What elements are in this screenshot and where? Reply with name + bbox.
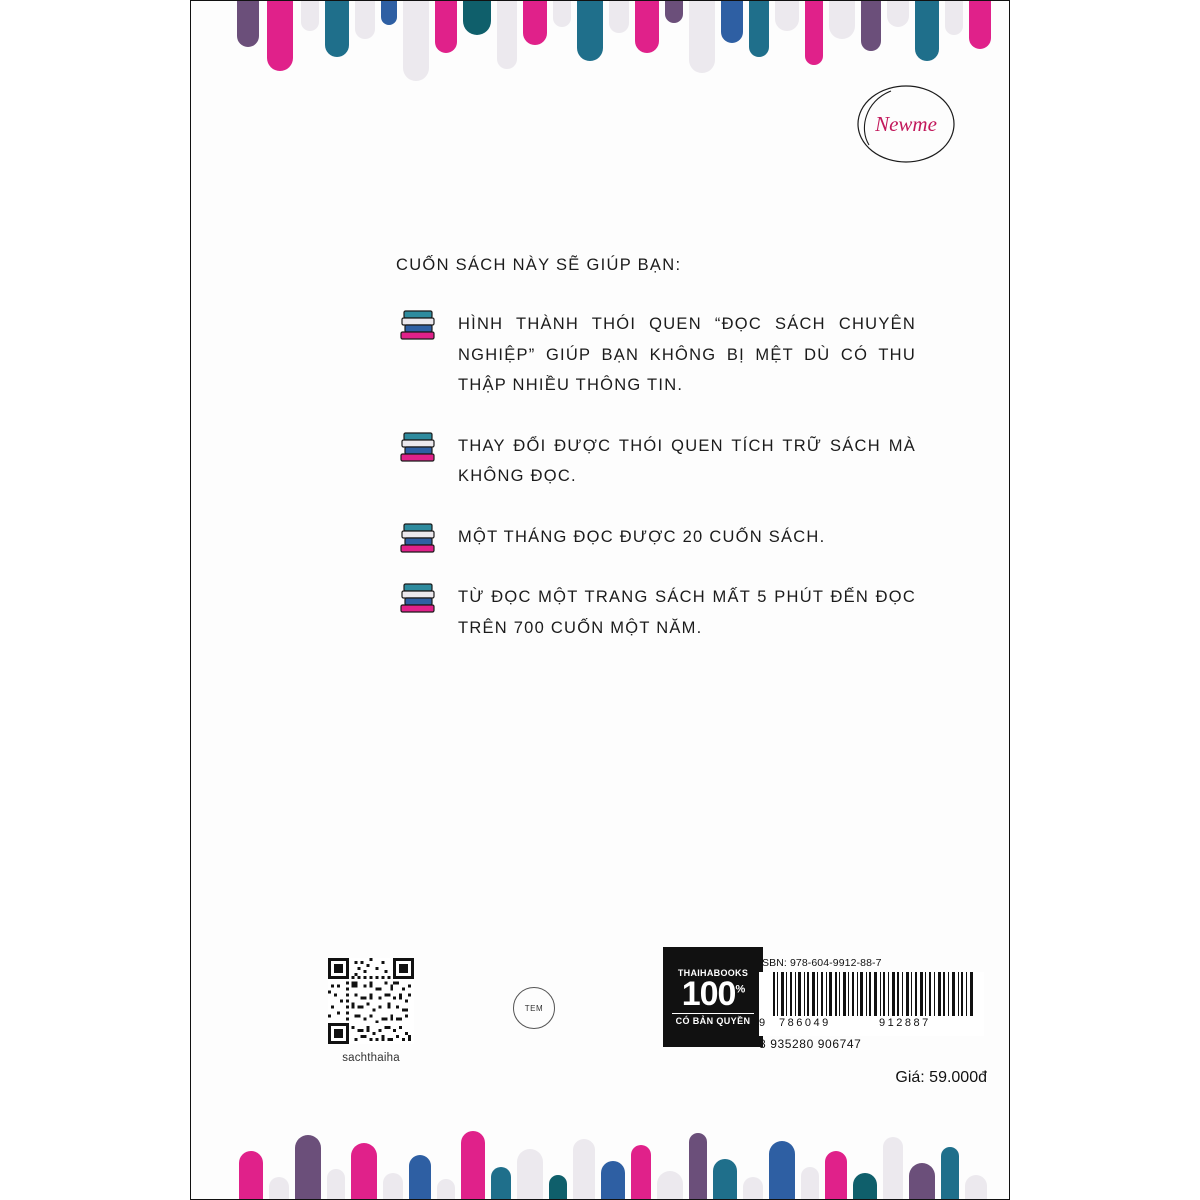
bottom-drip-decoration xyxy=(191,1099,1009,1199)
qr-code[interactable] xyxy=(328,958,414,1044)
book-back-cover xyxy=(190,0,1010,1200)
svg-text:912887: 912887 xyxy=(879,1017,931,1029)
price-text: Giá: 59.000đ xyxy=(895,1069,987,1086)
copyright-percent xyxy=(681,975,745,1014)
list-item-text: TỪ ĐỌC MỘT TRANG SÁCH MẤT 5 PHÚT ĐẾN ĐỌC TRÊN 700 CUỐN MỘT NĂM. xyxy=(458,588,916,637)
list-item xyxy=(396,582,916,643)
tem-seal: TEM xyxy=(513,987,555,1029)
svg-text:9: 9 xyxy=(759,1017,766,1029)
list-item xyxy=(396,522,916,553)
list-item xyxy=(396,309,916,401)
copyright-percent-sign: % xyxy=(735,984,745,997)
list-item-text: MỘT THÁNG ĐỌC ĐƯỢC 20 CUỐN SÁCH. xyxy=(458,527,826,546)
intro-line: CUỐN SÁCH NÀY SẼ GIÚP BẠN: xyxy=(396,256,682,274)
newme-stamp xyxy=(851,79,961,169)
isbn-text: ISBN: 978-604-9912-88-7 xyxy=(759,957,882,969)
copyright-publisher: THAIHABOOKS xyxy=(677,968,749,979)
list-item-text: THAY ĐỔI ĐƯỢC THÓI QUEN TÍCH TRỮ SÁCH MÀ KHÔNG ĐỌC. xyxy=(458,436,916,486)
copyright-caption: CÓ BẢN QUYỀN xyxy=(672,1013,755,1026)
qr-block xyxy=(316,958,426,1064)
books-icon xyxy=(396,305,442,343)
newme-stamp-text: Newme xyxy=(875,112,937,136)
isbn-block xyxy=(759,957,989,1051)
list-item xyxy=(396,431,916,492)
qr-label: sachthaiha xyxy=(342,1052,400,1064)
copyright-percent-value: 100 xyxy=(681,975,736,1014)
books-icon xyxy=(396,578,442,616)
svg-text:786049: 786049 xyxy=(779,1017,831,1029)
barcode-digits: 8 935280 906747 xyxy=(759,1037,862,1051)
copyright-badge xyxy=(663,947,766,1047)
books-icon xyxy=(396,427,442,465)
barcode xyxy=(759,972,984,1036)
list-item-text: HÌNH THÀNH THÓI QUEN “ĐỌC SÁCH CHUYÊN NGHIỆP” GIÚP BẠN KHÔNG BỊ MỆT DÙ CÓ THU THẬP NHIỀU THÔNG TIN. xyxy=(458,315,916,395)
cover-copy xyxy=(396,256,916,673)
books-icon xyxy=(396,518,442,556)
